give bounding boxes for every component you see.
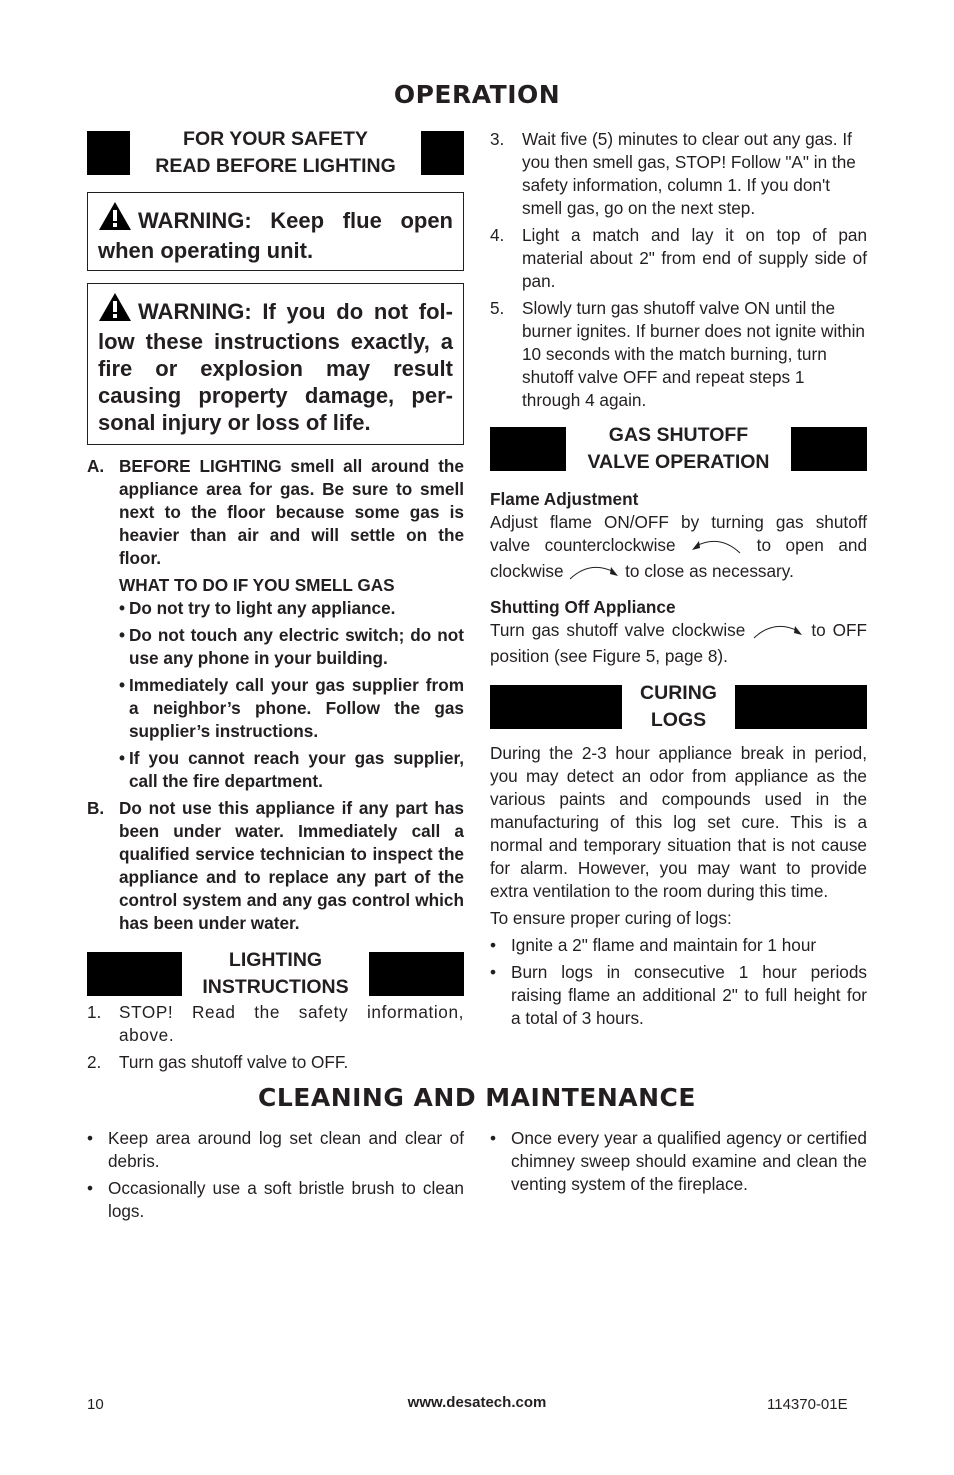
website-link[interactable]: www.desatech.com	[407, 1394, 547, 1411]
list-item: • Keep area around log set clean and clear of debris.	[87, 1128, 464, 1171]
flame-adjustment-heading: Flame Adjustment	[490, 489, 639, 509]
curing-logs-header	[490, 680, 867, 734]
page-number: 10	[87, 1396, 104, 1413]
header-bar	[421, 131, 464, 175]
warning-fire-box	[87, 283, 464, 445]
safety-header	[87, 126, 464, 180]
lighting-header-line1: LIGHTING	[228, 949, 323, 971]
smell-gas-list	[87, 597, 464, 793]
clockwise-arrow-icon	[568, 563, 620, 586]
clockwise-arrow-icon	[752, 622, 804, 645]
safety-header-line2: READ BEFORE LIGHTING	[155, 155, 396, 177]
item-b-label: B.	[87, 798, 105, 818]
curing-intro: To ensure proper curing of logs:	[490, 908, 732, 928]
item-a-label: A.	[87, 456, 105, 476]
shutting-off-text: Turn gas shutoff valve clockwise to OFF position (see Figure 5, page 8).	[490, 620, 868, 666]
list-item: • Do not try to light any appliance.	[119, 598, 396, 618]
item-a-text: BEFORE LIGHTING smell all around the appliance area for gas. Be sure to smell next to the floor because some gas is heavier than air and will settle on the floor.	[119, 456, 464, 568]
shutting-off-heading: Shutting Off Appliance	[490, 597, 676, 617]
warning-triangle-icon	[98, 201, 132, 237]
warning-flue-text: WARNING: Keep flue open when operating unit.	[98, 208, 453, 263]
cleaning-left-list	[87, 1127, 464, 1227]
list-item: 3. Wait five (5) minutes to clear out any gas. If you then smell gas, STOP! Follow "A" in the safety information, column 1. If you don't smell gas, go on the next step.	[490, 129, 856, 218]
header-bar	[791, 427, 867, 471]
list-item: 5. Slowly turn gas shutoff valve ON until the burner ignites. If burner does not ignite within 10 seconds with the match burning, turn shutoff valve OFF and repeat steps 1 through 4 again.	[490, 298, 865, 410]
list-item: 2. Turn gas shutoff valve to OFF.	[87, 1052, 349, 1072]
header-bar	[369, 952, 464, 996]
lighting-header-line2: INSTRUCTIONS	[202, 976, 349, 998]
gas-shutoff-header-line2: VALVE OPERATION	[587, 451, 770, 473]
lighting-steps-left	[87, 1001, 464, 1074]
header-bar	[735, 685, 867, 729]
list-item: • If you cannot reach your gas supplier, call the fire department.	[119, 748, 464, 791]
list-item: • Immediately call your gas supplier from a neighbor’s phone. Follow the gas supplier’s instructions.	[119, 675, 464, 741]
safety-header-line1: FOR YOUR SAFETY	[183, 128, 368, 150]
list-item: • Ignite a 2" flame and maintain for 1 hour	[490, 935, 817, 955]
smell-gas-heading: WHAT TO DO IF YOU SMELL GAS	[119, 575, 395, 595]
list-item: 1. STOP! Read the safety information, above.	[87, 1002, 464, 1045]
list-item: • Once every year a qualified agency or certified chimney sweep should examine and clean the venting system of the fireplace.	[490, 1128, 867, 1194]
curing-logs-header-line1: CURING	[640, 682, 717, 704]
warning-triangle-icon	[98, 292, 132, 328]
cleaning-right-list	[490, 1127, 867, 1200]
lighting-header	[87, 947, 464, 1001]
safety-header-text	[130, 126, 421, 180]
item-b-text: Do not use this appliance if any part has been under water. Immediately call a qualified service technician to inspect the appliance and to replace any part of the control system and any gas control which has been under water.	[119, 798, 464, 933]
gas-shutoff-header-line1: GAS SHUTOFF	[608, 424, 749, 446]
header-bar	[490, 427, 566, 471]
flame-adjustment-text: Adjust flame ON/OFF by turning gas shutoff valve counterclockwise to open and clockwise to close as necessary.	[490, 511, 867, 586]
list-item: • Occasionally use a soft bristle brush to clean logs.	[87, 1178, 464, 1221]
left-column	[87, 126, 464, 1078]
counterclockwise-arrow-icon	[690, 537, 742, 560]
item-b	[87, 797, 464, 935]
lighting-steps-right	[490, 128, 867, 412]
list-item: • Burn logs in consecutive 1 hour periods raising flame an additional 2" to full height for a total of 3 hours.	[490, 962, 867, 1028]
warning-fire-text: WARNING: If you do not follow these instructions exactly, a fire or explosion may result causing property damage, personal injury or loss of life.	[98, 299, 453, 435]
document-code: 114370-01E	[767, 1396, 848, 1413]
page-title-cleaning: CLEANING AND MAINTENANCE	[257, 1083, 696, 1112]
list-item: 4. Light a match and lay it on top of pan material about 2" from end of supply side of pan.	[490, 225, 867, 291]
curing-list	[490, 934, 867, 1030]
header-bar	[87, 131, 130, 175]
curing-paragraph: During the 2-3 hour appliance break in period, you may detect an odor from appliance as the various paints and compounds used in the manufacturing of this log set cure. This is a normal and temporary situation that is not cause for alarm. However, you may want to provide extra ventilation to the room during this time.	[490, 743, 867, 901]
gas-shutoff-header-text	[566, 422, 791, 476]
warning-flue-box	[87, 192, 464, 271]
list-item: • Do not touch any electric switch; do not use any phone in your building.	[119, 625, 464, 668]
gas-shutoff-header	[490, 422, 867, 476]
right-column	[490, 128, 867, 1034]
curing-logs-header-text	[622, 680, 735, 734]
lighting-header-text	[182, 947, 369, 1001]
page-title-operation: OPERATION	[393, 80, 561, 109]
header-bar	[490, 685, 622, 729]
item-a	[87, 455, 464, 935]
curing-logs-header-line2: LOGS	[650, 709, 707, 731]
header-bar	[87, 952, 182, 996]
